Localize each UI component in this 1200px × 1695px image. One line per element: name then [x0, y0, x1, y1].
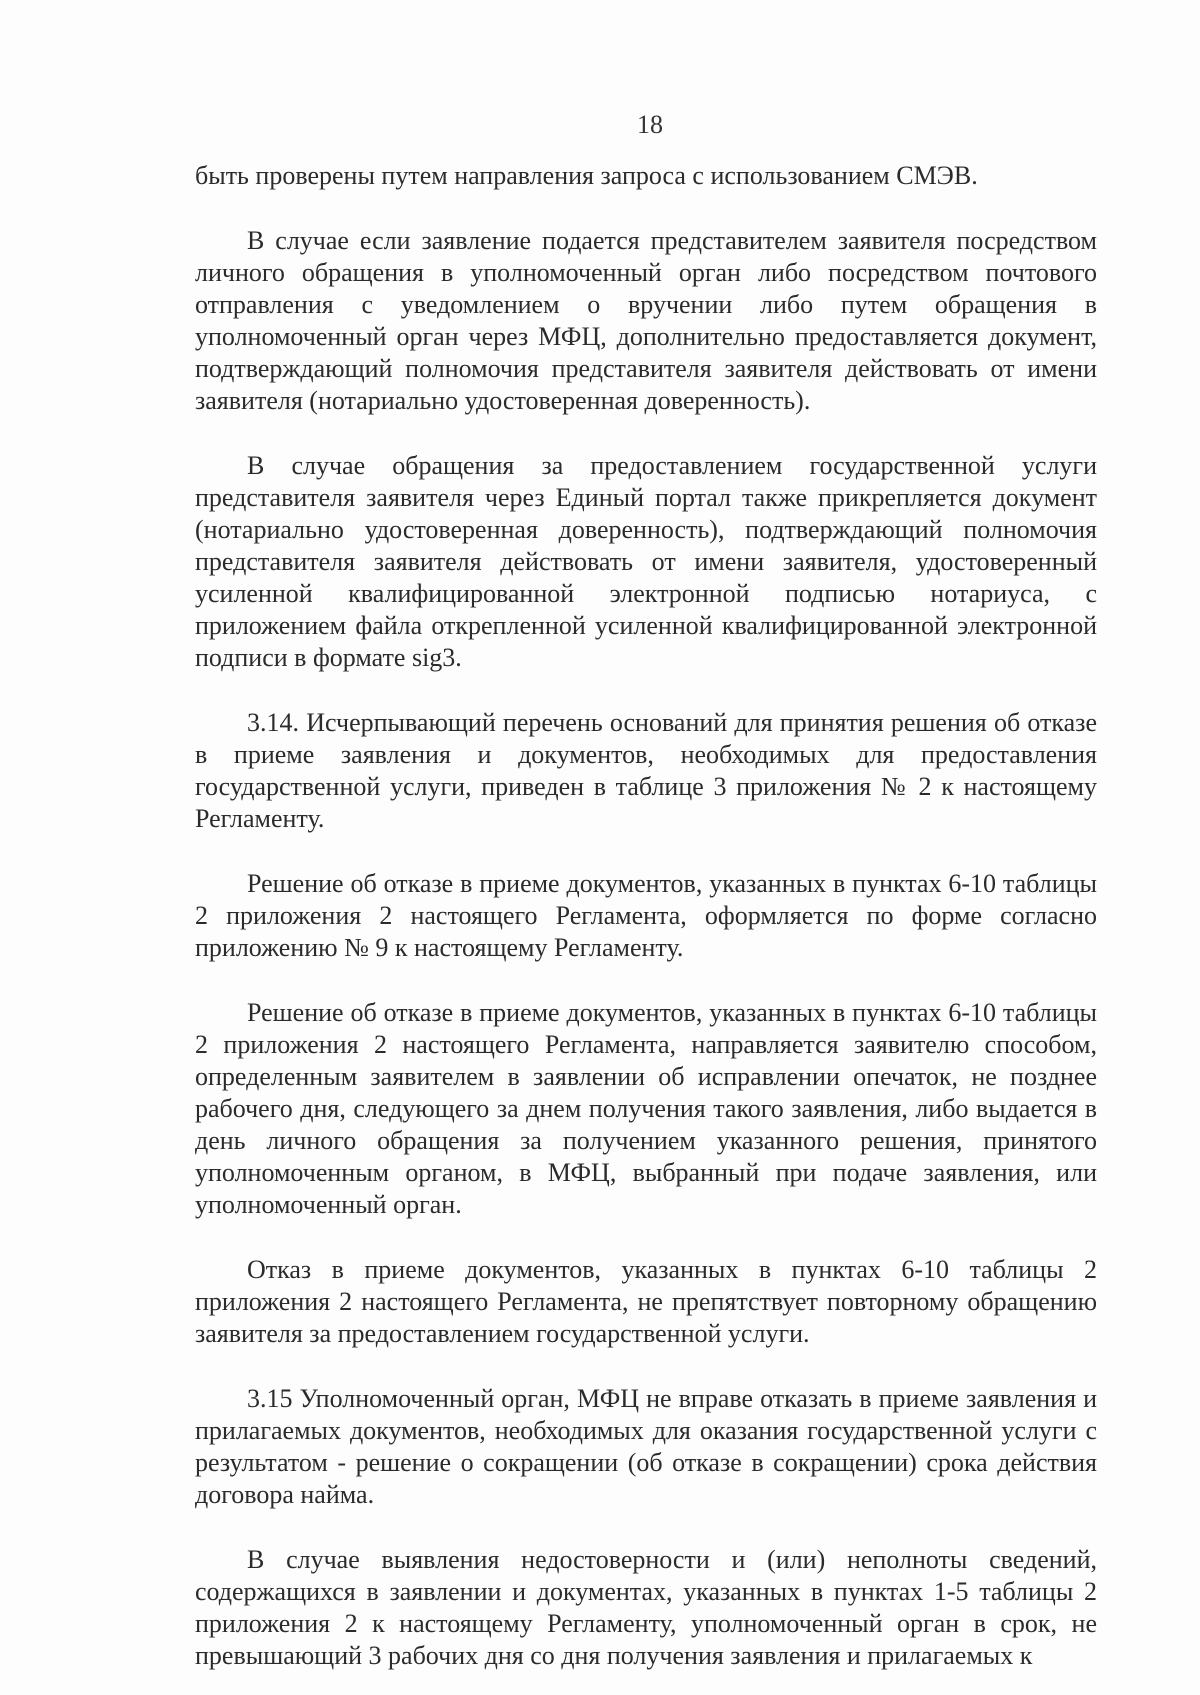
- document-body: [195, 160, 1097, 1672]
- paragraph-unreliable-data: В случае выявления недостоверности и (или) неполноты сведений, содержащихся в заявлении и документах, указанных в пунктах 1-5 таблицы 2 приложения 2 к настоящему Регламенту, уполномоченный орган в срок, не превышающий 3 рабочих дня со дня получения заявления и прилагаемых к: [195, 1545, 1097, 1670]
- paragraph-continuation: быть проверены путем направления запроса с использованием СМЭВ.: [195, 161, 978, 190]
- paragraph-representative-documents: В случае если заявление подается представителем заявителя посредством личного обращения в уполномоченный орган либо посредством почтового отправления с уведомлением о вручении либо путем обращения в уполномоченный орган через МФЦ, дополнительно предоставляется документ, подтверждающий полномочия представителя заявителя действовать от имени заявителя (нотариально удостоверенная доверенность).: [195, 226, 1097, 415]
- paragraph-refusal-delivery: Решение об отказе в приеме документов, указанных в пунктах 6-10 таблицы 2 приложения 2 настоящего Регламента, направляется заявителю способом, определенным заявителем в заявлении об исправлении опечаток, не позднее рабочего дня, следующего за днем получения такого заявления, либо выдается в день личного обращения за получением указанного решения, принятого уполномоченным органом, в МФЦ, выбранный при подаче заявления, или уполномоченный орган.: [195, 998, 1097, 1219]
- page-number: 18: [637, 110, 663, 139]
- paragraph-3-14: 3.14. Исчерпывающий перечень оснований для принятия решения об отказе в приеме заявления и документов, необходимых для предоставления государственной услуги, приведен в таблице 3 приложения № 2 к настоящему Регламенту.: [195, 708, 1097, 833]
- paragraph-refusal-no-obstacle: Отказ в приеме документов, указанных в пунктах 6-10 таблицы 2 приложения 2 настоящего Регламента, не препятствует повторному обращению заявителя за предоставлением государственной услуги.: [195, 1255, 1097, 1348]
- paragraph-3-15: 3.15 Уполномоченный орган, МФЦ не вправе отказать в приеме заявления и прилагаемых документов, необходимых для оказания государственной услуги с результатом - решение о сокращении (об отказе в сокращении) срока действия договора найма.: [195, 1384, 1097, 1509]
- paragraph-unified-portal: В случае обращения за предоставлением государственной услуги представителя заявителя через Единый портал также прикрепляется документ (нотариально удостоверенная доверенность), подтверждающий полномочия представителя заявителя действовать от имени заявителя, удостоверенный усиленной квалифицированной электронной подписью нотариуса, с приложением файла открепленной усиленной квалифицированной электронной подписи в формате sig3.: [195, 451, 1097, 672]
- paragraph-refusal-form: Решение об отказе в приеме документов, указанных в пунктах 6-10 таблицы 2 приложения 2 настоящего Регламента, оформляется по форме согласно приложению № 9 к настоящему Регламенту.: [195, 869, 1097, 962]
